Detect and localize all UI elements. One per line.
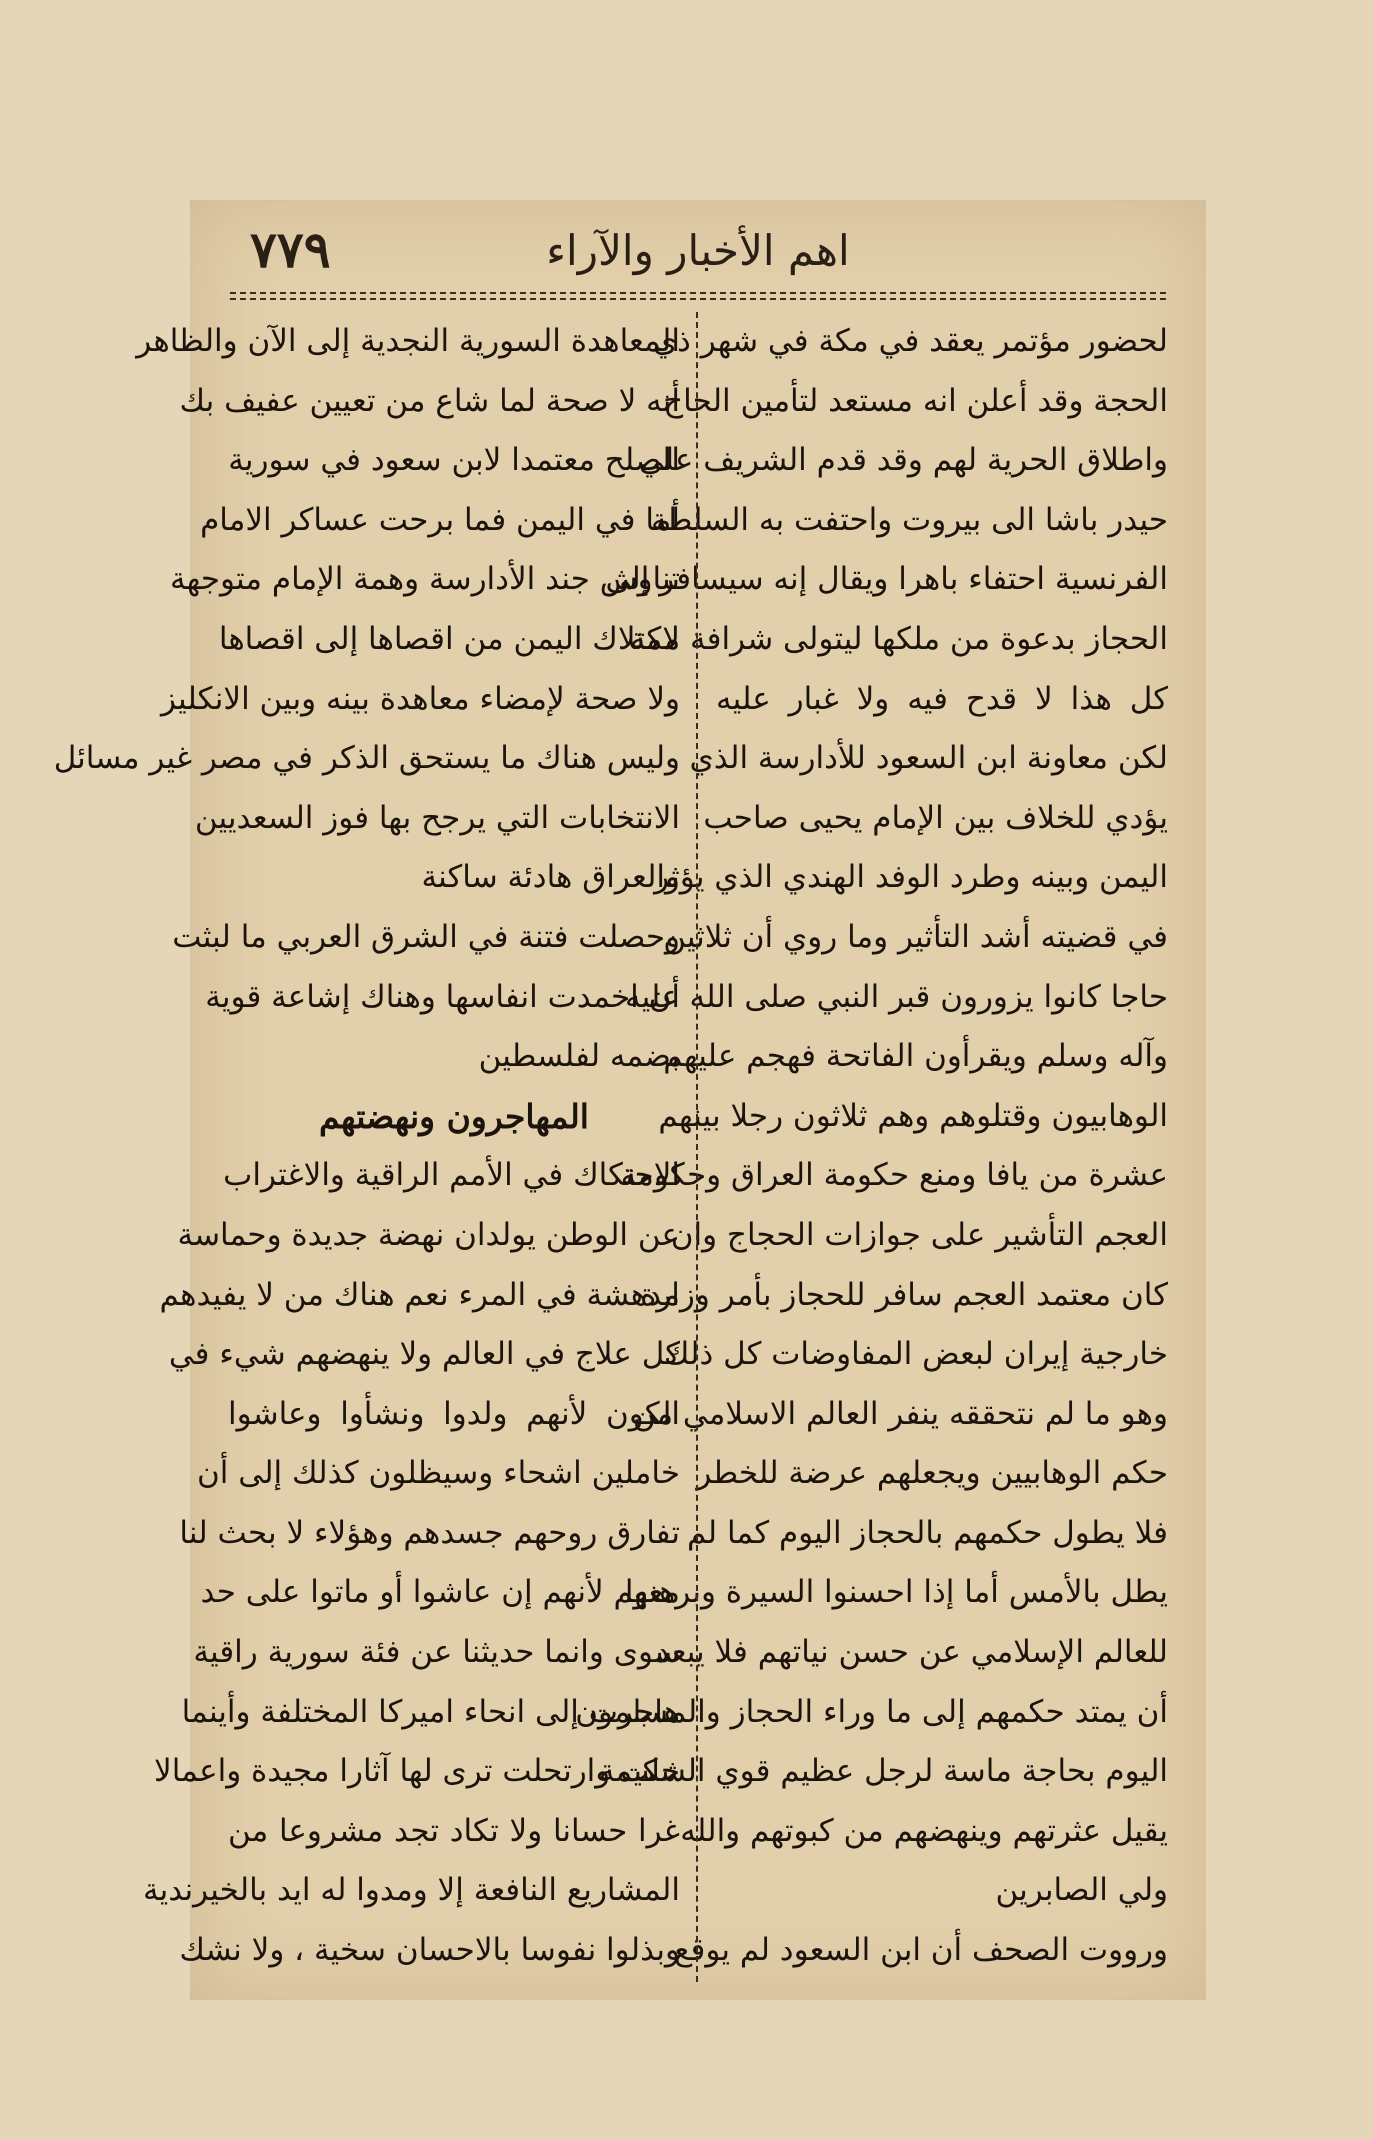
left-text-column — [53, 312, 680, 1981]
book-page — [53, 200, 1206, 2000]
text-line: الوهابيون وقتلوهم وهم ثلاثون رجلا بينهم — [658, 1097, 1168, 1134]
section-heading: المهاجرون ونهضتهم — [319, 1096, 589, 1136]
text-line: لكن معاونة ابن السعود للأدارسة الذي — [689, 740, 1168, 777]
text-line: وهو ما لم نتحققه ينفر العالم الاسلامي من — [632, 1395, 1168, 1432]
text-line: سوى وانما حديثنا عن فئة سورية راقية — [193, 1634, 680, 1671]
text-line: غرا حسانا ولا تكاد تجد مشروعا من — [228, 1812, 680, 1849]
text-line: الصلح معتمدا لابن سعود في سورية — [228, 442, 680, 479]
text-line: حلت وارتحلت ترى لها آثارا مجيدة واعمالا — [154, 1753, 680, 1790]
text-line: المعاهدة السورية النجدية إلى الآن والظاهر — [136, 323, 680, 359]
text-line: وآله وسلم ويقرأون الفاتحة فهجم عليهم — [663, 1038, 1168, 1075]
text-line: يطل بالأمس أما إذا احسنوا السيرة وبرهنوا — [624, 1574, 1168, 1611]
text-line: وبذلوا نفوسا بالاحسان سخية ، ولا نشك — [179, 1932, 680, 1969]
text-line: هاجرت إلى انحاء اميركا المختلفة وأينما — [181, 1693, 680, 1730]
text-line: أنه لا صحة لما شاع من تعيين عفيف بك — [179, 382, 680, 419]
text-line: في قضيته أشد التأثير وما روي أن ثلاثين — [663, 918, 1168, 955]
text-line: كل هذا لا قدح فيه ولا غبار عليه — [716, 680, 1168, 717]
column-separator — [696, 312, 698, 1982]
header-divider — [230, 292, 1166, 294]
text-line: لامتلاك اليمن من اقصاها إلى اقصاها — [218, 620, 680, 657]
text-line: خاملين اشحاء وسيظلون كذلك إلى أن — [197, 1455, 680, 1492]
text-line: الحجاز بدعوة من ملكها ليتولى شرافة مكة — [629, 620, 1168, 657]
text-line: وحصلت فتنة في الشرق العربي ما لبثت — [172, 918, 680, 955]
text-line: يؤدي للخلاف بين الإمام يحيى صاحب — [703, 799, 1168, 836]
text-line: فلا يطول حكمهم بالحجاز اليوم كما لم — [687, 1514, 1168, 1551]
text-line: عشرة من يافا ومنع حكومة العراق وحكومة — [620, 1157, 1168, 1194]
text-line: تناوش جند الأدارسة وهمة الإمام متوجهة — [169, 561, 680, 598]
text-line: كل علاج في العالم ولا ينهضهم شيء في — [168, 1336, 680, 1373]
text-line: ولا صحة لإمضاء معاهدة بينه وبين الانكليز — [160, 680, 680, 717]
header-divider-secondary — [230, 298, 1166, 300]
running-title: اهم الأخبار والآراء — [546, 226, 850, 275]
text-line: اليمن وبينه وطرد الوفد الهندي الذي يؤثر — [654, 859, 1168, 896]
text-line: للعالم الإسلامي عن حسن نياتهم فلا يبعد — [655, 1634, 1168, 1671]
text-line: أن يمتد حكمهم إلى ما وراء الحجاز والمسلمون — [575, 1693, 1168, 1730]
text-line: عن الوطن يولدان نهضة جديدة وحماسة — [177, 1216, 680, 1253]
text-line: حاجا كانوا يزورون قبر النبي صلى الله عليه — [624, 978, 1168, 1015]
text-line: الانتخابات التي يرجح بها فوز السعديين — [194, 799, 680, 836]
text-line: أن اخمدت انفاسها وهناك إشاعة قوية — [205, 978, 680, 1015]
text-line: كان معتمد العجم سافر للحجاز بأمر وزارة — [640, 1276, 1168, 1313]
text-line: مدهشة في المرء نعم هناك من لا يفيدهم — [159, 1276, 680, 1313]
text-line: بضمه لفلسطين — [478, 1038, 680, 1075]
text-line: لحضور مؤتمر يعقد في مكة في شهر ذي — [652, 323, 1168, 359]
text-line: المشاريع النافعة إلا ومدوا له ايد بالخيرندية — [143, 1872, 680, 1909]
text-line: والعراق هادئة ساكنة — [421, 859, 680, 896]
text-line: خارجية إيران لبعض المفاوضات كل ذلك — [663, 1336, 1168, 1373]
text-line: يقيل عثرتهم وينهضهم من كبوتهم والله — [680, 1812, 1168, 1849]
text-line: وليس هناك ما يستحق الذكر في مصر غير مسائل — [53, 740, 680, 777]
text-line: اليوم بحاجة ماسة لرجل عظيم قوي الشكيمة — [598, 1753, 1168, 1790]
text-line: أما في اليمن فما برحت عساكر الامام — [200, 501, 680, 538]
text-line: حيدر باشا الى بيروت واحتفت به السلطة — [650, 501, 1168, 538]
text-line: الفرنسية احتفاء باهرا ويقال إنه سيسافر إلى — [605, 561, 1168, 598]
text-line: حكم الوهابيين ويجعلهم عرضة للخطر — [696, 1455, 1168, 1492]
text-line: ولي الصابرين — [995, 1872, 1168, 1909]
text-line: معهم لأنهم إن عاشوا أو ماتوا على حد — [200, 1574, 680, 1611]
text-line: الكون لأنهم ولدوا ونشأوا وعاشوا — [228, 1395, 680, 1432]
text-line: الحجة وقد أعلن انه مستعد لتأمين الحاج — [663, 382, 1168, 419]
text-line: الاحتكاك في الأمم الراقية والاغتراب — [223, 1157, 680, 1194]
page-header — [230, 220, 1166, 284]
text-line: ورووت الصحف أن ابن السعود لم يوقع — [674, 1932, 1168, 1969]
page-number: ٧٧٩ — [250, 220, 331, 279]
text-line: واطلاق الحرية لهم وقد قدم الشريف علي — [638, 442, 1168, 479]
text-line: تفارق روحهم جسدهم وهؤلاء لا بحث لنا — [179, 1514, 680, 1551]
text-line: العجم التأشير على جوازات الحجاج وان — [670, 1216, 1168, 1253]
